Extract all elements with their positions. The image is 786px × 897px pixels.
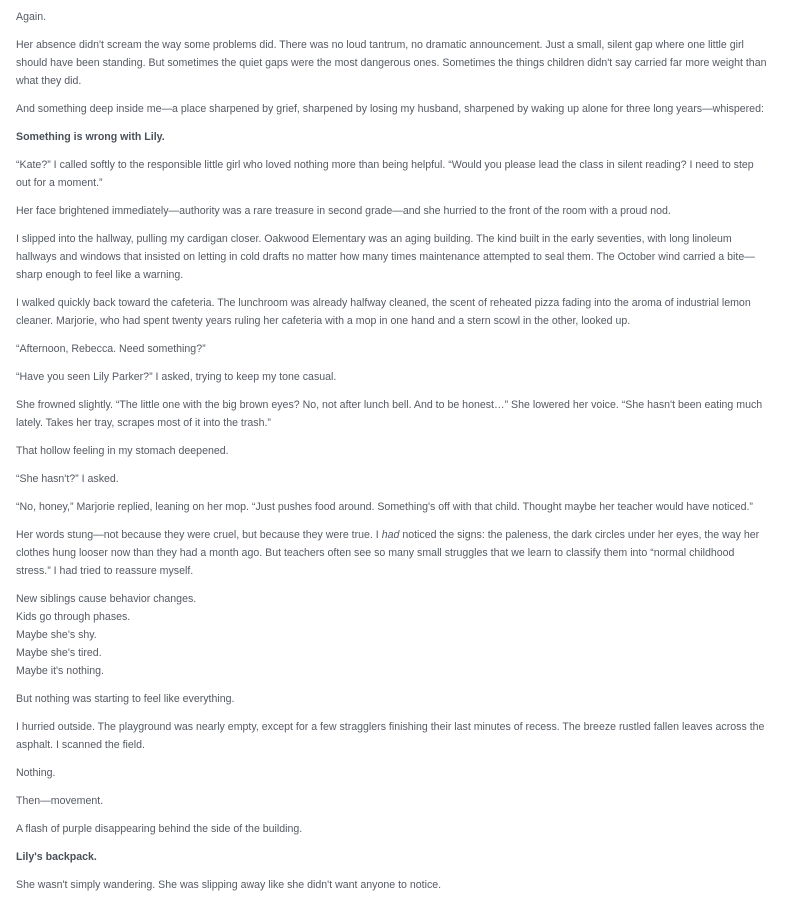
line-list-paragraph bbox=[16, 590, 770, 680]
paragraph: I walked quickly back toward the cafeteria. The lunchroom was already halfway cleaned, the scent of reheated pizza fading into the aroma of industrial lemon cleaner. Marjorie, who had spent twenty years ruling her cafeteria with a mop in one hand and a stern scowl in the other, looked up. bbox=[16, 297, 751, 327]
paragraph: But nothing was starting to feel like everything. bbox=[16, 693, 235, 705]
paragraph: Her face brightened immediately—authority was a rare treasure in second grade—and she hurried to the front of the room with a proud nod. bbox=[16, 205, 671, 217]
paragraph: Nothing. bbox=[16, 767, 56, 779]
text-segment: Her words stung—not because they were cruel, but because they were true. I bbox=[16, 529, 382, 541]
bold-paragraph: Lily's backpack. bbox=[16, 851, 97, 863]
paragraph: That hollow feeling in my stomach deepened. bbox=[16, 445, 229, 457]
paragraph-with-emphasis bbox=[16, 526, 770, 580]
paragraph: “She hasn't?” I asked. bbox=[16, 473, 119, 485]
paragraph: Her absence didn't scream the way some problems did. There was no loud tantrum, no dramatic announcement. Just a small, silent gap where one little girl should have been standing. But sometimes the quiet gaps were the most dangerous ones. Sometimes the things children didn't say carried far more weight than what they did. bbox=[16, 39, 767, 87]
paragraph: She wasn't simply wandering. She was slipping away like she didn't want anyone to notice. bbox=[16, 879, 442, 891]
paragraph: A flash of purple disappearing behind the side of the building. bbox=[16, 823, 303, 835]
paragraph: “Afternoon, Rebecca. Need something?” bbox=[16, 343, 206, 355]
paragraph: And something deep inside me—a place sharpened by grief, sharpened by losing my husband, sharpened by waking up alone for three long years—whispered: bbox=[16, 103, 764, 115]
paragraph: Again. bbox=[16, 11, 47, 23]
emphasis-text: had bbox=[381, 529, 400, 541]
list-line: Maybe she's tired. bbox=[16, 647, 102, 659]
list-line: Kids go through phases. bbox=[16, 611, 131, 623]
list-line: Maybe she's shy. bbox=[16, 629, 97, 641]
list-line: New siblings cause behavior changes. bbox=[16, 593, 197, 605]
bold-paragraph: Something is wrong with Lily. bbox=[16, 131, 165, 143]
paragraph: “Have you seen Lily Parker?” I asked, trying to keep my tone casual. bbox=[16, 371, 337, 383]
paragraph: Then—movement. bbox=[16, 795, 104, 807]
paragraph: She frowned slightly. “The little one with the big brown eyes? No, not after lunch bell. And to be honest…” She lowered her voice. “She hasn't been eating much lately. Takes her tray, scrapes most of it into the trash.” bbox=[16, 399, 763, 429]
text-segment: noticed the signs: the paleness, the dark circles under her eyes, the way her clothes hung looser now than they had a month ago. But teachers often see so many small struggles that we learn to classify them into “normal childhood stress.” I had tried to reassure myself. bbox=[16, 529, 760, 577]
paragraph: “No, honey,” Marjorie replied, leaning on her mop. “Just pushes food around. Something's off with that child. Thought maybe her teacher would have noticed.” bbox=[16, 501, 753, 513]
paragraph: “Kate?” I called softly to the responsible little girl who loved nothing more than being helpful. “Would you please lead the class in silent reading? I need to step out for a moment.” bbox=[16, 159, 754, 189]
paragraph: I hurried outside. The playground was nearly empty, except for a few stragglers finishing their last minutes of recess. The breeze rustled fallen leaves across the asphalt. I scanned the field. bbox=[16, 721, 765, 751]
list-line: Maybe it's nothing. bbox=[16, 665, 104, 677]
paragraph: I slipped into the hallway, pulling my cardigan closer. Oakwood Elementary was an aging building. The kind built in the early seventies, with long linoleum hallways and windows that insisted on letting in cold drafts no matter how many times maintenance attempted to seal them. The October wind carried a bite—sharp enough to feel like a warning. bbox=[16, 233, 755, 281]
